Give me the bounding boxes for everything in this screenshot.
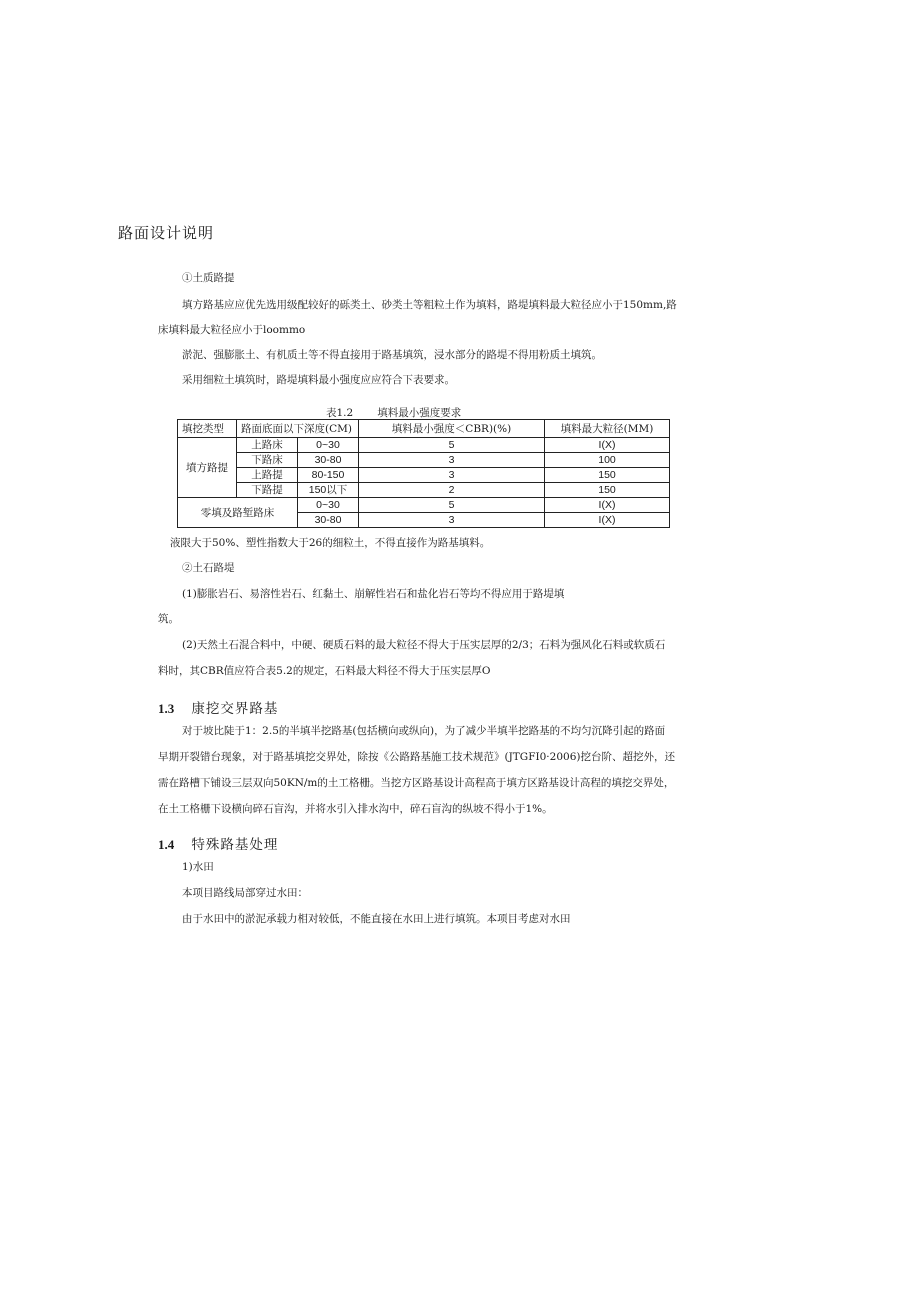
- cell-depth: 0~30: [298, 438, 359, 453]
- cell-cbr: 5: [359, 498, 545, 513]
- subsection-paddy-field: 1)水田: [182, 861, 214, 873]
- section-heading-1-3: [158, 697, 278, 717]
- cell-cbr: 3: [359, 468, 545, 483]
- section-title: 特殊路基处理: [191, 837, 279, 853]
- header-max-size: 填料最大粒径(MM): [545, 420, 670, 438]
- paragraph-prohibited-soils: 淤泥、强膨胀土、有机质土等不得直接用于路基填筑，浸水部分的路堤不得用粉质土填筑。: [182, 349, 602, 361]
- table-row: [178, 498, 670, 513]
- paragraph-paddy-detail: 由于水田中的淤泥承载力相对较低，不能直接在水田上进行填筑。本项目考虑对水田: [182, 913, 571, 925]
- header-fill-type: 填挖类型: [178, 420, 237, 438]
- note-liquid-limit: 液限大于50%、塑性指数大于26的细粒土，不得直接作为路基填料。: [170, 537, 491, 549]
- paragraph-fine-soil: 采用细粒土填筑时，路堤填料最小强度应应符合下表要求。: [182, 374, 455, 386]
- cell-cbr: 2: [359, 483, 545, 498]
- table-caption-text: 填料最小强度要求: [377, 407, 462, 419]
- paragraph-transition-line2: 早期开裂错台现象，对于路基填挖交界处，除按《公路路基施工技术规范》(JTGFI0·2006)挖台阶、超挖外，还: [158, 751, 675, 763]
- paragraph-paddy-intro: 本项目路线局部穿过水田：: [182, 887, 308, 899]
- paragraph-transition-line4: 在土工格栅下设横向碎石盲沟，并将水引入排水沟中，碎石盲沟的纵坡不得小于1%。: [158, 803, 553, 815]
- paragraph-rock-types-line2: 筑。: [158, 613, 179, 625]
- group-fill-embankment: 墳方路提: [178, 438, 237, 498]
- cell-size: I(X): [545, 438, 670, 453]
- table-header-row: [178, 420, 670, 438]
- section-number: 1.3: [158, 701, 175, 716]
- cell-cbr: 5: [359, 438, 545, 453]
- table-row: [178, 483, 670, 498]
- cell-size: I(X): [545, 498, 670, 513]
- paragraph-fill-material-line2: 床填料最大粒径应小于loommo: [158, 324, 306, 336]
- subsection-soil-embankment: ①土质路提: [182, 272, 235, 284]
- cell-layer: 上路提: [237, 468, 298, 483]
- paragraph-fill-material-line1: 填方路基应应优先选用级配较好的砾类土、砂类土等粗粒土作为填料，路堤填料最大粒径应小于150mm,路: [182, 299, 677, 311]
- cell-depth: 150以下: [298, 483, 359, 498]
- cell-size: 100: [545, 453, 670, 468]
- cell-depth: 80-150: [298, 468, 359, 483]
- group-zero-fill-cut: 零填及路堑路床: [178, 498, 298, 528]
- cell-cbr: 3: [359, 513, 545, 528]
- cell-size: 150: [545, 483, 670, 498]
- subsection-earth-rock-embankment: ②土石路堤: [182, 562, 235, 574]
- header-min-strength: 填料最小强度＜CBR)(%): [359, 420, 545, 438]
- paragraph-transition-line3: 需在路槽下铺设三层双向50KN∕m的土工格栅。当挖方区路基设计高程高于填方区路基设计高程的填挖交界处，: [158, 777, 675, 789]
- paragraph-mixture-line1: (2)天然土石混合料中，中硬、硬质石料的最大粒径不得大于压实层厚的2/3；石料为强风化石料或软质石: [182, 639, 666, 651]
- table-caption-number: 表1.2: [326, 407, 354, 419]
- header-depth: 路面底面以下深度(CM): [237, 420, 359, 438]
- cell-cbr: 3: [359, 453, 545, 468]
- page-title: 路面设计说明: [118, 224, 215, 242]
- cell-layer: 上路床: [237, 438, 298, 453]
- section-heading-1-4: [158, 833, 278, 853]
- table-row: [178, 438, 670, 453]
- section-number: 1.4: [158, 837, 175, 852]
- cell-depth: 30-80: [298, 453, 359, 468]
- table-caption: [326, 405, 485, 420]
- cell-size: 150: [545, 468, 670, 483]
- cell-depth: 30-80: [298, 513, 359, 528]
- cell-layer: 下路床: [237, 453, 298, 468]
- paragraph-transition-line1: 对于坡比陡于1：2.5的半填半挖路基(包括横向或纵向)，为了减少半填半挖路基的不均匀沉降引起的路面: [182, 725, 666, 737]
- table-row: [178, 453, 670, 468]
- fill-strength-table: [177, 419, 670, 528]
- paragraph-mixture-line2: 料时，其CBR值应符合表5.2的规定，石料最大料径不得大于压实层厚O: [158, 665, 491, 677]
- cell-layer: 下路提: [237, 483, 298, 498]
- table-row: [178, 468, 670, 483]
- paragraph-rock-types-line1: (1)膨胀岩石、易溶性岩石、红黏土、崩解性岩石和盐化岩石等均不得应用于路堤填: [182, 588, 565, 600]
- cell-depth: 0~30: [298, 498, 359, 513]
- section-title: 康挖交界路基: [191, 701, 279, 717]
- cell-size: I(X): [545, 513, 670, 528]
